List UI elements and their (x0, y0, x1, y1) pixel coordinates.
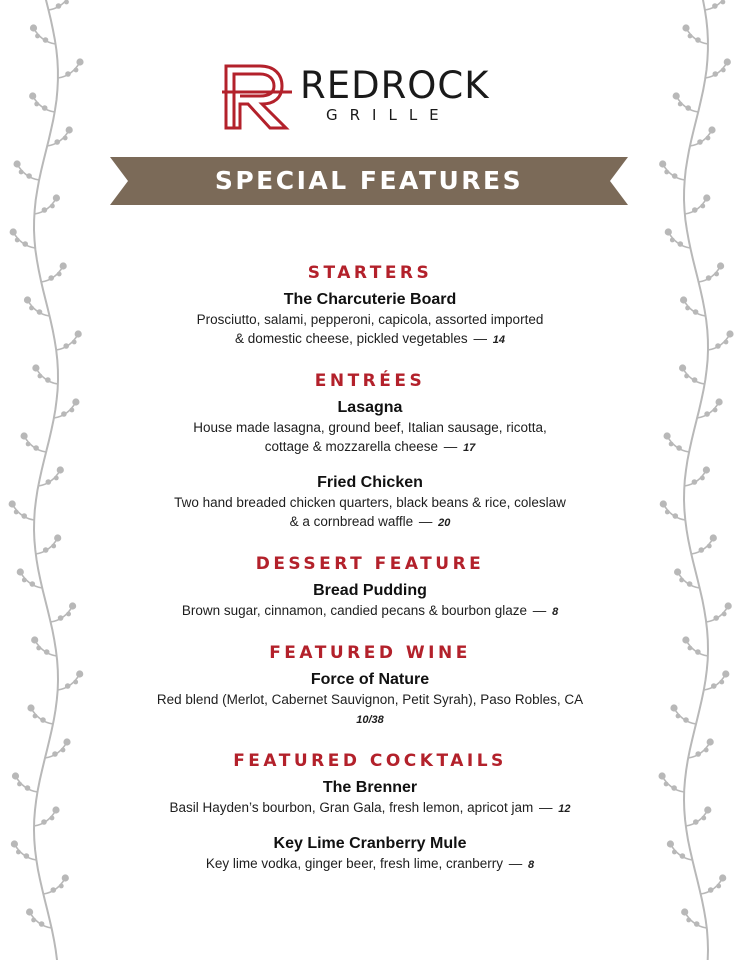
item-name: The Brenner (322, 779, 418, 796)
item-description-cont (100, 329, 640, 350)
section-dessert (100, 553, 640, 622)
item-description-line: cottage & mozzarella cheese (264, 439, 439, 454)
restaurant-logo (222, 62, 522, 132)
item-price: 12 (558, 803, 571, 815)
item-price: 14 (492, 334, 505, 346)
item-description: Red blend (Merlot, Cabernet Sauvignon, Petit Syrah), Paso Robles, CA (156, 692, 584, 707)
item-price: 17 (463, 442, 476, 454)
section-title: FEATURED WINE (269, 643, 471, 663)
price-dash: — (440, 439, 462, 454)
section-title: STARTERS (307, 263, 433, 283)
item-description: House made lasagna, ground beef, Italian sausage, ricotta, (193, 420, 547, 435)
menu-item (100, 289, 640, 350)
item-name: Key Lime Cranberry Mule (273, 835, 467, 852)
section-starters (100, 262, 640, 350)
item-description: Prosciutto, salami, pepperoni, capicola, assorted imported (196, 312, 544, 327)
price-dash: — (415, 514, 437, 529)
item-name: Fried Chicken (317, 474, 423, 491)
item-description-line: Brown sugar, cinnamon, candied pecans & bourbon glaze (181, 603, 528, 618)
price-dash: — (535, 800, 557, 815)
section-title: FEATURED COCKTAILS (233, 751, 507, 771)
section-title: ENTRÉES (314, 371, 426, 391)
item-description-line: Key lime vodka, ginger beer, fresh lime, cranberry (205, 856, 503, 871)
item-price: 20 (438, 517, 451, 529)
brand-subtitle: GRILLE (326, 106, 451, 124)
section-cocktails (100, 750, 640, 875)
special-features-banner (110, 157, 628, 205)
r-monogram-icon (222, 62, 292, 130)
vine-border-right-icon (656, 0, 736, 960)
item-price: 8 (528, 859, 535, 871)
item-name: Force of Nature (310, 671, 430, 688)
price-dash: — (529, 603, 551, 618)
item-description (100, 854, 640, 875)
section-wine (100, 642, 640, 730)
item-description-cont (100, 512, 640, 533)
item-description-cont (100, 437, 640, 458)
item-description-line: Basil Hayden’s bourbon, Gran Gala, fresh lemon, apricot jam (169, 800, 534, 815)
item-description-line: & a cornbread waffle (289, 514, 414, 529)
item-description: Two hand breaded chicken quarters, black beans & rice, coleslaw (174, 495, 566, 510)
menu-item (100, 472, 640, 533)
section-entrees (100, 370, 640, 533)
banner-title: SPECIAL FEATURES (214, 166, 524, 195)
menu-item (100, 777, 640, 819)
vine-border-left-icon (6, 0, 86, 960)
item-description (100, 798, 640, 819)
menu-item (100, 669, 640, 730)
item-price: 8 (552, 606, 559, 618)
brand-name: REDROCK (300, 64, 490, 107)
price-dash: — (505, 856, 527, 871)
item-name: Lasagna (337, 399, 403, 416)
item-price: 10/38 (356, 714, 384, 726)
item-description-line: & domestic cheese, pickled vegetables (235, 331, 468, 346)
menu-item (100, 580, 640, 622)
item-price-line (100, 709, 640, 730)
item-name: Bread Pudding (313, 582, 427, 599)
item-description (100, 601, 640, 622)
price-dash: — (469, 331, 491, 346)
item-name: The Charcuterie Board (283, 291, 457, 308)
menu-item (100, 833, 640, 875)
menu-item (100, 397, 640, 458)
menu-body (100, 262, 640, 875)
section-title: DESSERT FEATURE (255, 554, 485, 574)
